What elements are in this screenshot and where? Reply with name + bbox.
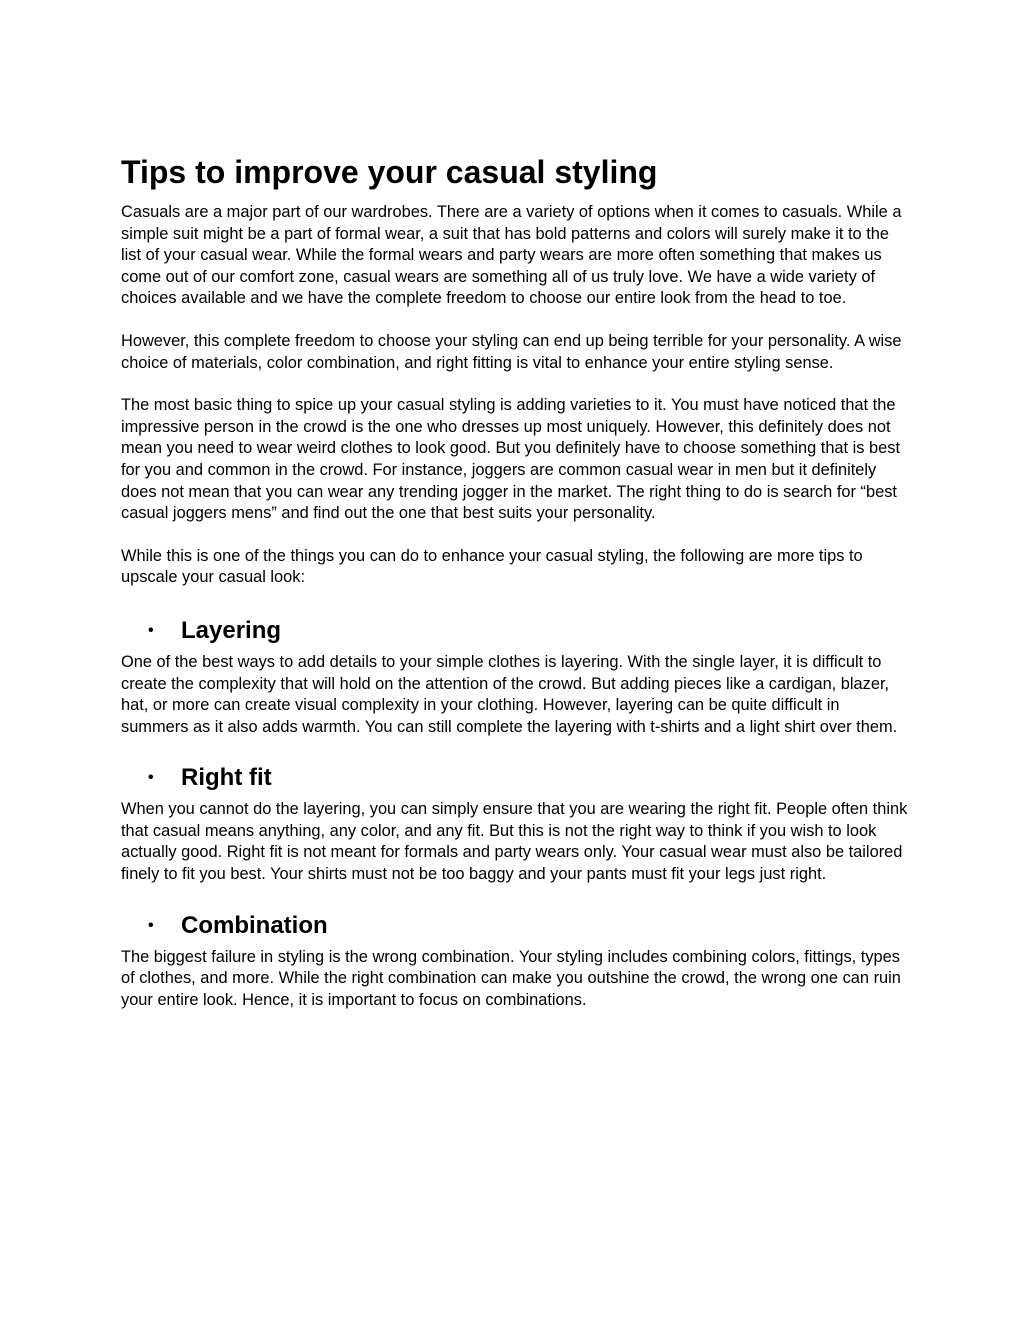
- intro-paragraph-1: Casuals are a major part of our wardrobes. There are a variety of options when it comes to casuals. While a simple suit might be a part of formal wear, a suit that has bold patterns and colors will surely make it to the list of your casual wear. While the formal wears and party wears are more often something that makes us come out of our comfort zone, casual wears are something all of us truly love. We have a wide variety of choices available and we have the complete freedom to choose our entire look from the head to toe.: [121, 203, 902, 308]
- section-body-right-fit: When you cannot do the layering, you can simply ensure that you are wearing the right fit. People often think that casual means anything, any color, and any fit. But this is not the right way to think if you wish to look actually good. Right fit is not meant for formals and party wears only. Your casual wear must also be tailored finely to fit you best. Your shirts must not be too baggy and your pants must fit your legs just right.: [121, 800, 908, 884]
- section-heading-layering: [121, 616, 911, 646]
- section-right-fit: [121, 763, 911, 885]
- section-body-layering: One of the best ways to add details to your simple clothes is layering. With the single layer, it is difficult to create the complexity that will hold on the attention of the crowd. But adding pieces like a cardigan, blazer, hat, or more can create visual complexity in your clothing. However, layering can be quite difficult in summers as it also adds warmth. You can still complete the layering with t-shirts and a light shirt over them.: [121, 652, 898, 736]
- section-heading-label: Combination: [181, 911, 328, 939]
- section-layering: [121, 616, 911, 738]
- page-title: Tips to improve your casual styling: [121, 154, 658, 190]
- section-heading-label: Layering: [181, 616, 282, 644]
- intro-paragraph-2: However, this complete freedom to choose your styling can end up being terrible for your personality. A wise choice of materials, color combination, and right fitting is vital to enhance your entire styling sense.: [121, 331, 902, 372]
- section-heading-label: Right fit: [181, 764, 272, 792]
- section-heading-combination: [121, 911, 911, 941]
- bullet-icon: •: [148, 916, 154, 934]
- section-heading-right-fit: [121, 763, 911, 793]
- section-combination: [121, 911, 911, 1012]
- intro-paragraph-3: The most basic thing to spice up your casual styling is adding varieties to it. You must have noticed that the impressive person in the crowd is the one who dresses up most uniquely. However, this definitely does not mean you need to wear weird clothes to look good. But you definitely have to choose something that is best for you and common in the crowd. For instance, joggers are common casual wear in men but it definitely does not mean that you can wear any trending jogger in the market. The right thing to do is search for “best casual joggers mens” and find out the one that best suits your personality.: [121, 396, 901, 523]
- document-page: [121, 152, 911, 1011]
- bullet-icon: •: [148, 769, 154, 787]
- intro: [121, 202, 911, 589]
- bullet-icon: •: [148, 621, 154, 639]
- section-body-combination: The biggest failure in styling is the wrong combination. Your styling includes combining colors, fittings, types of clothes, and more. While the right combination can make you outshine the crowd, the wrong one can ruin your entire look. Hence, it is important to focus on combinations.: [121, 947, 901, 1009]
- intro-paragraph-4: While this is one of the things you can do to enhance your casual styling, the following are more tips to upscale your casual look:: [121, 546, 863, 587]
